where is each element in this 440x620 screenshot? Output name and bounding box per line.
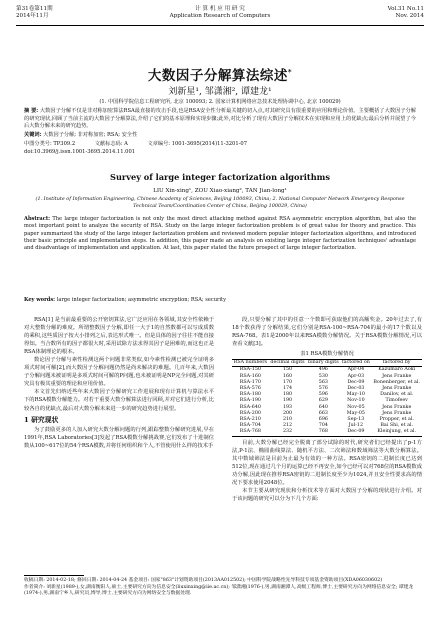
table-cell: Kleinjung, et al. bbox=[377, 429, 416, 435]
table-cell: RSA-150 bbox=[239, 367, 261, 373]
intro-paragraph-2: 数论因子分解与素性检测这两个问题非常类似,如今素性检测已被完全证明多项式时间可解[2],而大数因子分解问题仍然是尚未解决的难题。几百年来,大数因子分解问题未被证明是多项式时间可解的P问题,也未被证明是NP完全问题,对其研究具有极其重要的理论和应用价值。 bbox=[24, 357, 214, 388]
running-header bbox=[16, 4, 424, 26]
table-row bbox=[232, 405, 422, 411]
intro-paragraph-3: 本文首先归纳近些年来大数因子分解研究工作进展和现有计算机与算法水平下的RSA模数分解能力。对若干重要大数分解算法进行回顾,并对它们进行分析,比较各自的优缺点,最后对大数分解未来进一步的研究趋势进行展望。 bbox=[24, 389, 214, 412]
table-cell: 150 bbox=[282, 367, 293, 373]
title-english: Survey of large integer factorization algorithms bbox=[110, 172, 330, 182]
section1-paragraph-3: 目前,大数分解已经完全脱离了部分试除的时代,研究者们已经提出了p-1方法,P-1法、椭圆曲线算法、随机平方法、二次筛法和数域筛法等大数分解算法。其中数域筛法是目前为止最为有效的一种方法。RSA密钥的二进制长度已达到512位,现在通过几个月的运算已经不再安全,如今已经可以对768位的RSA模数成功分解,因此现在推荐RSA密钥的二进制长度至少为1024,并且安全性要求高的情况下要求使用2048位。 bbox=[232, 439, 422, 486]
table-cell: Nov-05 bbox=[347, 404, 365, 410]
table-row bbox=[232, 429, 422, 436]
table-header-cell: RSA numbers bbox=[233, 360, 267, 366]
table-cell: 212 bbox=[282, 423, 293, 429]
table-cell: 232 bbox=[282, 429, 293, 435]
table-header-cell: binary digits bbox=[308, 360, 339, 366]
table-cell: 576 bbox=[318, 386, 328, 392]
affiliation-english: (1. Institute of Information Engineering, Chinese Academy of Sciences, Beijing 100093, China; 2. National Computer Network Emergency Response Technical Team/Coordination Center of China, Beijing 100029, China) bbox=[35, 196, 405, 209]
footnote-author-bio: 作者简介: 刘新星(1989-),女,湖南衡阳人,硕士,主要研究方向为信息安全(liuxinxing@iie.ac.cn); 邹潇湘(1976-),男,湖南湘潭人,高级工程师,博士,主要研究方向为网络信息安全; 谭建龙(1974-),男,湖南宁乡人,研究员,博导,博士,主要研究方向为网络安全与数据处理. bbox=[24, 585, 414, 597]
clc-number: 中图分类号: TP309.2 bbox=[24, 141, 76, 147]
table-cell: RSA-180 bbox=[239, 392, 261, 398]
table-cell: 180 bbox=[282, 392, 293, 398]
table-cell: 190 bbox=[282, 398, 293, 404]
table-cell: RSA-190 bbox=[239, 398, 261, 404]
table-cell: Jens Franke bbox=[382, 386, 412, 392]
table-cell: 170 bbox=[282, 379, 293, 385]
body-column-right bbox=[232, 316, 422, 503]
table-header-cell: decimal digits bbox=[270, 360, 305, 366]
table-cell: Apr-04 bbox=[347, 367, 365, 373]
table-cell: 663 bbox=[318, 410, 328, 416]
table-cell: 629 bbox=[318, 398, 328, 404]
table-cell: 640 bbox=[318, 404, 328, 410]
table-cell: Dec-03 bbox=[347, 386, 365, 392]
table-cell: RSA-640 bbox=[239, 404, 261, 410]
table-row bbox=[232, 374, 422, 380]
authors-chinese: 刘新星¹, 邹潇湘², 谭建龙¹ bbox=[168, 87, 272, 97]
table-cell: Propper, et al. bbox=[379, 417, 414, 423]
table-cell: Jul-12 bbox=[348, 423, 364, 429]
header-center bbox=[16, 6, 424, 20]
title-footnote-mark: * bbox=[287, 67, 293, 77]
footnote-received-funding: 收稿日期: 2014-02-18; 修回日期: 2014-04-24 基金项目: 国家"863"计划资助项目(2013AA012502); 中国科学院战略性先导科技专项基金资助项目(XDA06030602) bbox=[24, 578, 383, 583]
table-cell: RSA-768 bbox=[239, 429, 261, 435]
abstract-english bbox=[24, 216, 416, 252]
table-cell: RSA-200 bbox=[239, 410, 261, 416]
section1-paragraph-4: 本节主要从研究现状和分析技术等方面对大数因子分解的现状进行介绍。对于该问题的研究可以分为下几个方面: bbox=[232, 487, 422, 502]
table-cell: Dec-09 bbox=[347, 429, 365, 435]
abstract-chinese-label: 摘 要: bbox=[24, 108, 39, 114]
table-cell: Dec-09 bbox=[347, 379, 365, 385]
table-cell: Apr-03 bbox=[347, 373, 365, 379]
table-cell: Nov-10 bbox=[347, 398, 365, 404]
table-cell: Bonenberger, et al. bbox=[373, 379, 420, 385]
keywords-chinese bbox=[24, 132, 416, 140]
keywords-english-label: Key words: bbox=[24, 297, 56, 303]
table-cell: 496 bbox=[318, 367, 328, 373]
table-header-cell: factored by bbox=[382, 360, 411, 366]
table-cell: Jens Franke bbox=[382, 404, 412, 410]
rsa-factorization-table bbox=[232, 359, 422, 436]
intro-paragraph-1: RSA[1] 是当前最重要的公开密钥算法,它广泛应用在各领域,其安全性依赖于对大整数分解的难度。所谓整数因子分解,即任一大于1的自然数都可以写成质数的乘积,这些质因子按大小排列之后,表达形式唯一。但是具体的因子往往不能直接得知。当合数所有的因子都很大时,采用试除方法求得其因子是困难的,而这也正是RSA体制理论的根本。 bbox=[24, 317, 214, 356]
title-chinese-text: 大数因子分解算法综述 bbox=[147, 68, 288, 84]
abstract-english-text: The large integer factorization is not only the most direct attacking method against RSA asymmetric encryption algorithm, but also the most important point to analyze the security of RSA. Study on the large integer factorization problem is of great value for theory and practice. This paper summarized the study of the large integer factorization problem and reviewed modern popular integer factorization algorithms, and introduced their basic principle and implementation steps. In addition, this paper made an analysis on existing large integer factorization techniques' advantage and disadvantage of implementation and application. At last, this paper stated the future prospect of large integer factorization. bbox=[24, 216, 416, 252]
header-date-en: Nov. 2014 bbox=[395, 13, 424, 19]
table-cell: RSA-170 bbox=[239, 379, 261, 385]
table-cell: RSA-704 bbox=[239, 423, 261, 429]
table-cell: 530 bbox=[318, 373, 328, 379]
table-cell: 174 bbox=[282, 386, 293, 392]
abstract-english-label: Abstract: bbox=[24, 216, 51, 222]
table-cell: Jens Franke bbox=[382, 373, 412, 379]
abstract-chinese-text: 大数因子分解不仅是非对称加密算法RSA最直接的攻击手段,也是RSA安全性分析最关键的切入点,对其研究具有很重要的应用和理论价值。主要概括了大数因子分解的研究现状,回顾了当前主流的大数因子分解算法,介绍了它们的基本原理和实现步骤;此外,对比分析了现有大数因子分解技术在实现和应用上的优缺点;最后分析并展望了今后大数分解未来的研究趋势。 bbox=[24, 108, 416, 130]
table-cell: Jens Franke bbox=[382, 410, 412, 416]
table-cell: 704 bbox=[318, 423, 328, 429]
document-code: 文献标志码: A bbox=[94, 141, 128, 147]
table-row bbox=[232, 398, 422, 404]
article-number: 文章编号: 1001-3695(2014)11-3201-07 bbox=[147, 141, 248, 147]
affiliation-chinese: (1. 中国科学院信息工程研究所, 北京 100093; 2. 国家计算机网络应急技术处理协调中心, 北京 100029) bbox=[99, 99, 341, 105]
doi: doi:10.3969/j.issn.1001-3695.2014.11.001 bbox=[24, 149, 136, 155]
section1-paragraph-1: 为了鼓励更多的人加入研究大数分解问题的行列,跟踪整数分解研究进展,早在1991年,RSA Laboratories[3]发起了RSA模数分解挑战赛,它们发布了十进制位数从100~617位的54个RSA模数,并将任何组织和个人,不管使用什么样的技术手 bbox=[24, 426, 214, 449]
abstract-chinese bbox=[24, 108, 416, 131]
table-cell: 160 bbox=[282, 373, 293, 379]
table-header-cell: factored on bbox=[341, 360, 370, 366]
table-cell: 768 bbox=[318, 429, 328, 435]
table-cell: May-05 bbox=[346, 410, 365, 416]
table-cell: RSA-160 bbox=[239, 373, 261, 379]
section-heading-1: 1 研究现状 bbox=[24, 415, 59, 424]
header-date-cn: 2014年11月 bbox=[16, 13, 49, 19]
table-header-row bbox=[232, 360, 422, 367]
table-cell: Sep-13 bbox=[347, 417, 365, 423]
footnote-rule bbox=[24, 575, 84, 576]
body-column-left bbox=[24, 316, 214, 450]
header-volume-en: Vol.31 No.11 bbox=[387, 6, 424, 12]
table-cell: RSA-576 bbox=[239, 386, 261, 392]
keywords-chinese-label: 关键词: bbox=[24, 132, 42, 138]
table-cell: 193 bbox=[282, 404, 293, 410]
table-cell: Timofeev bbox=[385, 398, 408, 404]
header-journal-cn: 计 算 机 应 用 研 究 bbox=[195, 6, 245, 12]
keywords-english bbox=[24, 297, 416, 303]
table-cell: Kazumaro Aoki bbox=[378, 367, 416, 373]
header-rule bbox=[16, 25, 424, 26]
table-cell: 696 bbox=[318, 417, 328, 423]
header-journal-en: Application Research of Computers bbox=[169, 13, 271, 19]
section1-paragraph-2: 段,只要分解了其中的任意一个数即可获取他们的高额奖金。20年过去了,有18个数获得了分解结果,它们分别是RSA-100~RSA-704的最小的17个数以及RSA-768。表1是2000年以来RSA模数分解情况。关于RSA模数分解情况,可以查看文献[3]。 bbox=[232, 317, 422, 348]
table-cell: 563 bbox=[318, 379, 328, 385]
header-volume-cn: 第31卷第11期 bbox=[16, 6, 53, 12]
table-cell: 200 bbox=[282, 410, 293, 416]
header-right bbox=[388, 6, 424, 20]
table-cell: Bai Shi, et al. bbox=[380, 423, 414, 429]
table-cell: Danilov, et al. bbox=[380, 392, 414, 398]
table-cell: May-10 bbox=[346, 392, 365, 398]
authors-english: LIU Xin-xing¹, ZOU Xiao-xiang², TAN Jian-long¹ bbox=[153, 188, 287, 194]
title-chinese bbox=[0, 64, 440, 84]
table-cell: 210 bbox=[282, 417, 293, 423]
keywords-english-text: large integer factorization; asymmetric encryption; RSA; security bbox=[56, 297, 226, 303]
table-cell: 596 bbox=[318, 392, 328, 398]
table-cell: RSA-210 bbox=[239, 417, 261, 423]
classification-meta bbox=[24, 141, 416, 149]
table-row bbox=[232, 367, 422, 374]
keywords-chinese-text: 大数因子分解; 非对称加密; RSA; 安全性 bbox=[43, 132, 138, 138]
table-1-caption: 表1 RSA模数分解情况 bbox=[300, 351, 354, 358]
